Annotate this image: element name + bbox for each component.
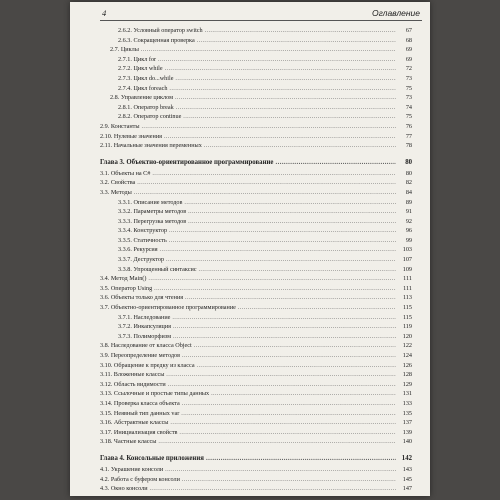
toc-entry-title: 3.3.8. Упрощенный синтаксис ..... xyxy=(118,265,396,275)
toc-entry-title: 4.2. Работа с буфером консоли ..... xyxy=(100,475,396,485)
toc-page-number: 129 xyxy=(402,380,412,388)
toc-page-number: 113 xyxy=(402,294,412,302)
toc-page-number: 77 xyxy=(405,132,412,140)
toc-entry-title: 3.5. Оператор Using ..... xyxy=(100,284,396,294)
toc-entry-title: 3.3.1. Описание методов ..... xyxy=(118,198,396,208)
toc-page-number: 122 xyxy=(402,342,412,350)
toc-page-number: 109 xyxy=(402,265,412,273)
toc-entry-row xyxy=(70,303,412,313)
toc-entry-title: 3.11. Вложенные классы ..... xyxy=(100,370,396,380)
toc-entry-title: 3.8. Наследование от класса Object ..... xyxy=(100,341,396,351)
toc-entry-title: Глава 3. Объектно-ориентированное программирование ..... xyxy=(100,157,396,169)
toc-entry-row xyxy=(70,132,412,142)
toc-entry-row xyxy=(70,313,412,323)
toc-entry-row xyxy=(70,370,412,380)
toc-entry-title: 3.3.6. Рекурсия ..... xyxy=(118,245,396,255)
toc-entry-row xyxy=(70,217,412,227)
toc-entry-row xyxy=(70,428,412,438)
toc-entry-title: 3.3.4. Конструктор ..... xyxy=(118,226,396,236)
toc-entry-title: 3.3.3. Перегрузка методов ..... xyxy=(118,217,396,227)
toc-page-number: 143 xyxy=(402,465,412,473)
toc-entry-title: 2.10. Нулевые значения ..... xyxy=(100,132,396,142)
toc-entry-title: 3.12. Область видимости ..... xyxy=(100,380,396,390)
toc-entry-row xyxy=(70,293,412,303)
toc-entry-title: 4.3. Окно консоли ..... xyxy=(100,484,396,494)
toc-page-number: 124 xyxy=(402,352,412,359)
toc-page-number: 78 xyxy=(405,142,412,150)
toc-page-number: 145 xyxy=(402,475,412,483)
toc-entry-title: 3.18. Частные классы ..... xyxy=(100,437,396,447)
toc-entry-row xyxy=(70,93,412,103)
toc-entry-row xyxy=(70,178,412,188)
toc-chapter-row xyxy=(70,157,412,169)
toc-page-number: 74 xyxy=(405,103,412,111)
toc-entry-title: 3.1. Объекты на C# ..... xyxy=(100,169,396,179)
toc-page-number: 115 xyxy=(402,313,412,321)
toc-entry-title: 3.3.2. Параметры методов ..... xyxy=(118,207,396,217)
toc-page-number: 92 xyxy=(405,217,412,225)
toc-entry-title: 3.6. Объекты только для чтения ..... xyxy=(100,293,396,303)
toc-entry-row xyxy=(70,84,412,94)
toc-page-number: 73 xyxy=(405,94,412,102)
toc-entry-title: 2.8.1. Оператор break ..... xyxy=(118,103,396,113)
toc-entry-title: 2.6.3. Сокращенная проверка ..... xyxy=(118,36,396,46)
toc-chapter-row xyxy=(70,453,412,465)
toc-entry-row xyxy=(70,74,412,84)
toc-page-number: 115 xyxy=(402,304,412,312)
toc-entry-row xyxy=(70,351,412,361)
book-page xyxy=(70,2,430,496)
toc-page-number: 107 xyxy=(402,256,412,264)
toc-entry-title: 3.7.2. Инкапсуляция ..... xyxy=(118,322,396,332)
toc-page-number: 76 xyxy=(405,122,412,130)
toc-page-number: 72 xyxy=(405,65,412,73)
toc-page-number: 133 xyxy=(402,399,412,407)
toc-entry-row xyxy=(70,418,412,428)
toc-page-number: 73 xyxy=(405,74,412,82)
toc-entry-row xyxy=(70,399,412,409)
toc-entry-row xyxy=(70,226,412,236)
toc-entry-row xyxy=(70,265,412,275)
toc-entry-row xyxy=(70,475,412,485)
toc-entry-row xyxy=(70,409,412,419)
toc-page-number: 103 xyxy=(402,246,412,254)
toc-entry-row xyxy=(70,103,412,113)
toc-entry-row xyxy=(70,332,412,342)
toc-entry-row xyxy=(70,255,412,265)
toc-entry-title: 3.7.1. Наследование ..... xyxy=(118,313,396,323)
toc-entry-title: 2.7.2. Цикл while ..... xyxy=(118,64,396,74)
toc-entry-title: 3.3. Методы ..... xyxy=(100,188,396,198)
toc-entry-row xyxy=(70,284,412,294)
toc-entry-row xyxy=(70,236,412,246)
toc-entry-title: 2.8.2. Оператор continue ..... xyxy=(118,112,396,122)
toc-entry-title: 2.7.1. Цикл for ..... xyxy=(118,55,396,65)
toc-entry-title: 2.8. Управление циклом ..... xyxy=(110,93,396,103)
toc-entry-row xyxy=(70,207,412,217)
toc-page-number: 126 xyxy=(402,361,412,369)
toc-entry-row xyxy=(70,437,412,447)
toc-entry-title: 3.15. Неявный тип данных var ..... xyxy=(100,409,396,419)
toc-entry-row xyxy=(70,122,412,132)
toc-entry-row xyxy=(70,341,412,351)
toc-entry-title: 3.16. Абстрактные классы ..... xyxy=(100,418,396,428)
toc-page-number: 89 xyxy=(405,198,412,206)
toc-page-number: 75 xyxy=(405,84,412,92)
toc-entry-row xyxy=(70,198,412,208)
toc-page-number: 111 xyxy=(403,284,412,292)
toc-page-number: 128 xyxy=(402,371,412,379)
toc-entry-title: 3.7. Объектно-ориентированное программирование ..... xyxy=(100,303,396,313)
toc-page-number: 82 xyxy=(405,179,412,187)
header-rule xyxy=(100,20,422,21)
toc-entry-row xyxy=(70,55,412,65)
toc-entry-row xyxy=(70,188,412,198)
toc-entry-title: 2.6.2. Условный оператор switch ..... xyxy=(118,26,396,36)
toc-page-number: 80 xyxy=(405,158,412,166)
toc-entry-title: 3.3.5. Статичность ..... xyxy=(118,236,396,246)
toc-entry-row xyxy=(70,169,412,179)
toc-entry-title: 2.7. Циклы ..... xyxy=(110,45,396,55)
toc-entry-title: 4.1. Украшение консоли ..... xyxy=(100,465,396,475)
toc-entry-row xyxy=(70,380,412,390)
page-number: 4 xyxy=(102,8,107,18)
toc-page-number: 140 xyxy=(402,438,412,446)
toc-page-number: 91 xyxy=(405,208,412,216)
toc-entry-row xyxy=(70,36,412,46)
running-header-title: Оглавление xyxy=(371,8,420,18)
toc-entry-title: 2.9. Константы ..... xyxy=(100,122,396,132)
toc-page-number: 139 xyxy=(402,428,412,436)
toc-entry-title: 3.17. Инициализация свойств ..... xyxy=(100,428,396,438)
toc-entry-row xyxy=(70,322,412,332)
toc-entry-title: 3.2. Свойства ..... xyxy=(100,178,396,188)
toc-entry-row xyxy=(70,45,412,55)
toc-page-number: 69 xyxy=(405,55,412,63)
toc-entry-title: 2.11. Начальные значения переменных ..... xyxy=(100,141,396,151)
toc-entry-row xyxy=(70,361,412,371)
toc-entry-title: 3.9. Переопределение методов ..... xyxy=(100,351,396,361)
toc-entry-title: 3.7.3. Полиморфизм ..... xyxy=(118,332,396,342)
toc-entry-row xyxy=(70,112,412,122)
toc-entry-title: 2.7.3. Цикл do...while ..... xyxy=(118,74,396,84)
toc-page-number: 137 xyxy=(402,419,412,427)
toc-entry-row xyxy=(70,26,412,36)
toc-entry-title: 2.7.4. Цикл foreach ..... xyxy=(118,84,396,94)
toc-entry-row xyxy=(70,389,412,399)
toc-entry-row xyxy=(70,484,412,494)
toc-entry-title: 3.3.7. Деструктор ..... xyxy=(118,255,396,265)
toc-page-number: 67 xyxy=(405,27,412,34)
toc-page-number: 96 xyxy=(405,227,412,235)
toc-page-number: 120 xyxy=(402,332,412,340)
toc-page-number: 68 xyxy=(405,36,412,44)
toc-entry-title: 3.10. Обращение к предку из класса ..... xyxy=(100,361,396,371)
toc-page-number: 69 xyxy=(405,46,412,54)
toc-page-number: 142 xyxy=(401,454,412,462)
toc-entry-title: 3.4. Метод Main() ..... xyxy=(100,274,396,284)
toc-entry-row xyxy=(70,64,412,74)
toc-page-number: 111 xyxy=(403,275,412,283)
toc-entry-row xyxy=(70,141,412,151)
toc-page-number: 147 xyxy=(402,485,412,493)
toc-page-number: 75 xyxy=(405,113,412,121)
toc-entry-title: 3.13. Ссылочные и простые типы данных ..... xyxy=(100,389,396,399)
toc-entry-row xyxy=(70,245,412,255)
toc-page-number: 131 xyxy=(402,390,412,398)
toc-entry-title: Глава 4. Консольные приложения ..... xyxy=(100,453,396,465)
toc-page-number: 80 xyxy=(405,169,412,177)
toc-entry-title: 3.14. Проверка класса объекта ..... xyxy=(100,399,396,409)
table-of-contents xyxy=(70,26,430,494)
toc-entry-row xyxy=(70,274,412,284)
toc-page-number: 135 xyxy=(402,409,412,417)
toc-page-number: 119 xyxy=(402,323,412,331)
toc-entry-row xyxy=(70,465,412,475)
toc-page-number: 84 xyxy=(405,188,412,196)
toc-page-number: 99 xyxy=(405,236,412,244)
